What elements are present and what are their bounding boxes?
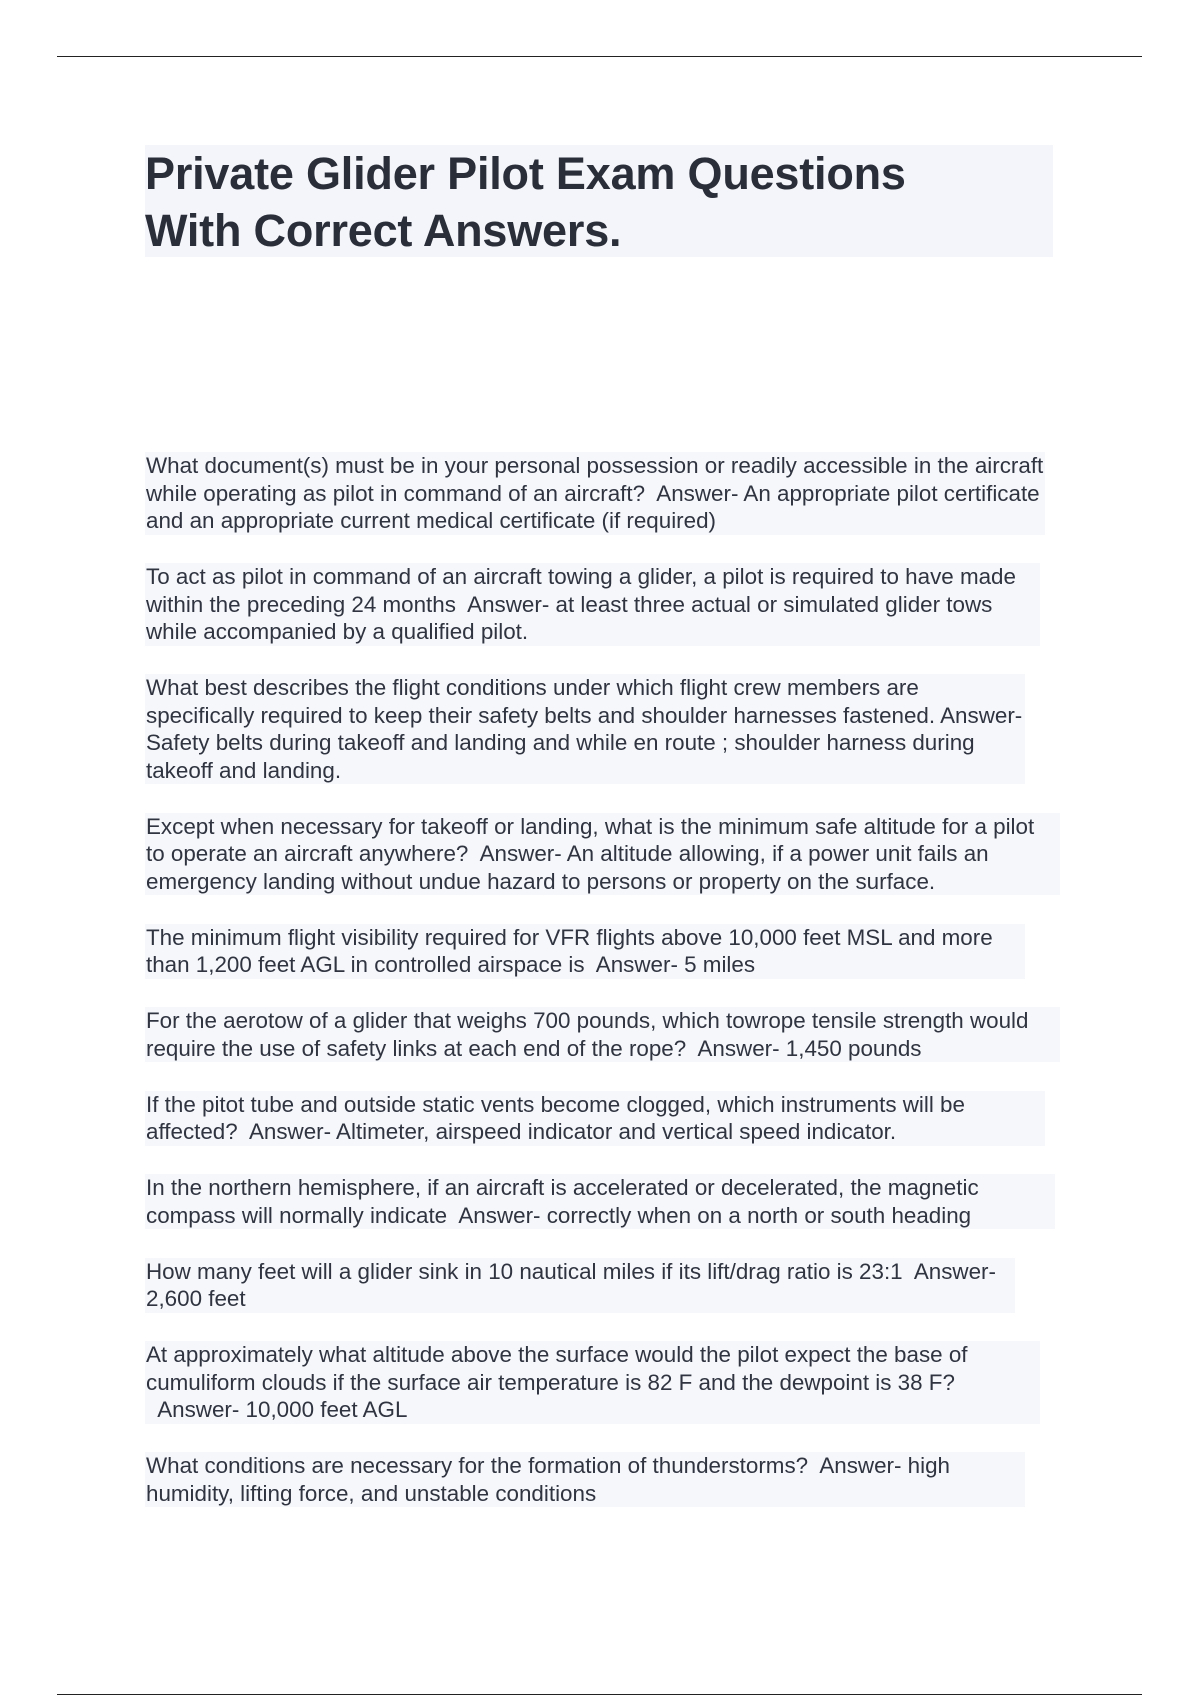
answer-text: Answer- An altitude allowing, if a power unit fails an emergency landing without undue hazard to persons or property on the surface.: [146, 841, 989, 894]
page-title: [145, 145, 1053, 259]
title-block: [145, 145, 1053, 257]
question-text: The minimum flight visibility required for VFR flights above 10,000 feet MSL and more than 1,200 feet AGL in controlled airspace is: [146, 924, 993, 977]
question-text: To act as pilot in command of an aircraft towing a glider, a pilot is required to have made within the preceding 24 months: [146, 564, 1016, 617]
question-text: What best describes the flight conditions under which flight crew members are specifically required to keep their safety belts and shoulder harnesses fastened.: [146, 675, 936, 728]
qa-item-2: [145, 563, 1040, 674]
qa-item-6: [145, 1007, 1060, 1091]
answer-text: Answer- An appropriate pilot certificate and an appropriate current medical certificate (if required): [146, 480, 1040, 533]
answer-text: Answer- high humidity, lifting force, and unstable conditions: [146, 1453, 950, 1506]
question-text: How many feet will a glider sink in 10 nautical miles if its lift/drag ratio is 23:1: [146, 1258, 903, 1284]
title-line-2: With Correct Answers.: [145, 205, 622, 256]
qa-item-1: [145, 452, 1045, 563]
answer-text: Answer- at least three actual or simulated glider tows while accompanied by a qualified pilot.: [146, 591, 993, 644]
answer-text: Answer- 10,000 feet AGL: [157, 1397, 408, 1422]
qa-item-5: [145, 924, 1025, 1008]
qa-item-11: [145, 1452, 1025, 1536]
answer-text: Answer- correctly when on a north or south heading: [458, 1202, 972, 1228]
answer-text: Answer- 5 miles: [595, 952, 756, 977]
question-text: If the pitot tube and outside static vents become clogged, which instruments will be affected?: [146, 1091, 965, 1144]
question-text: What conditions are necessary for the formation of thunderstorms?: [146, 1453, 809, 1478]
question-text: For the aerotow of a glider that weighs 700 pounds, which towrope tensile strength would require the use of safety links at each end of the rope?: [146, 1008, 1029, 1061]
question-text: Except when necessary for takeoff or landing, what is the minimum safe altitude for a pilot to operate an aircraft anywhere?: [146, 813, 1035, 866]
question-text: What document(s) must be in your personal possession or readily accessible in the aircraft while operating as pilot in command of an aircraft?: [146, 453, 1044, 506]
answer-text: Answer- 1,450 pounds: [697, 1035, 922, 1061]
title-line-1: Private Glider Pilot Exam Questions: [145, 148, 906, 199]
answer-text: Answer- Altimeter, airspeed indicator and vertical speed indicator.: [248, 1119, 897, 1144]
qa-item-3: [145, 674, 1025, 813]
qa-item-4: [145, 813, 1060, 924]
bottom-rule: [57, 1694, 1142, 1695]
top-rule: [57, 56, 1142, 57]
qa-list: [145, 452, 1065, 1536]
answer-text: Answer- Safety belts during takeoff and landing and while en route ; shoulder harness during takeoff and landing.: [146, 702, 1023, 783]
qa-item-8: [145, 1174, 1055, 1258]
question-text: In the northern hemisphere, if an aircraft is accelerated or decelerated, the magnetic compass will normally indicate: [146, 1175, 979, 1228]
qa-item-10: [145, 1341, 1040, 1452]
qa-item-9: [145, 1258, 1015, 1342]
qa-item-7: [145, 1091, 1045, 1175]
question-text: At approximately what altitude above the surface would the pilot expect the base of cumuliform clouds if the surface air temperature is 82 F and the dewpoint is 38 F?: [146, 1342, 968, 1395]
answer-text: Answer- 2,600 feet: [146, 1258, 996, 1311]
